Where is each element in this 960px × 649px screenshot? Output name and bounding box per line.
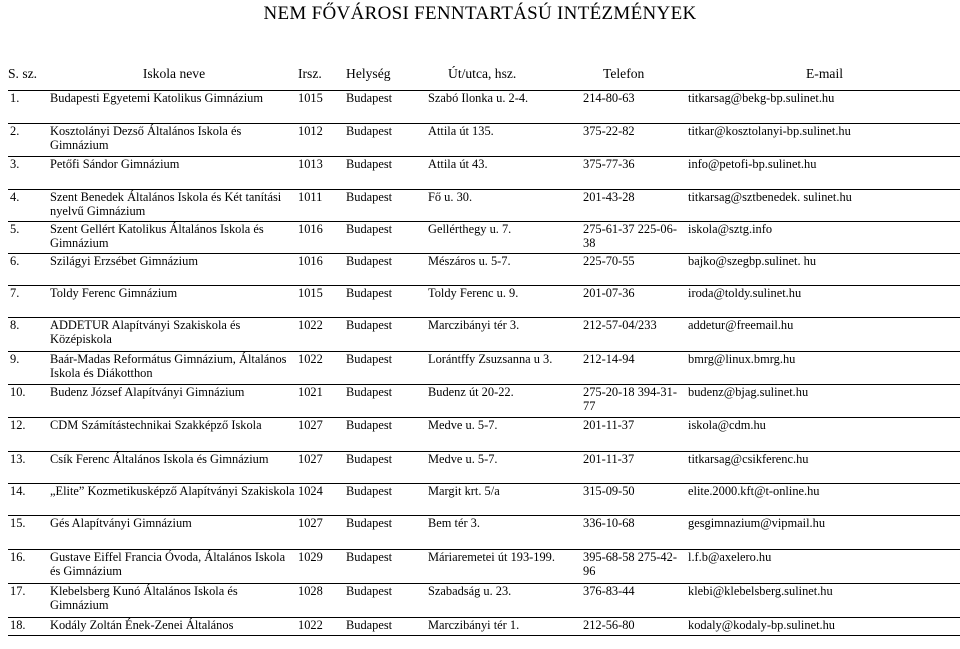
cell-city: Budapest (346, 418, 428, 452)
cell-num: 12. (8, 418, 50, 452)
cell-name: Klebelsberg Kunó Általános Iskola és Gimnázium (50, 584, 298, 618)
cell-name: Szilágyi Erzsébet Gimnázium (50, 254, 298, 286)
cell-city: Budapest (346, 157, 428, 190)
cell-zip: 1027 (298, 452, 346, 484)
cell-name: ADDETUR Alapítványi Szakiskola és Középiskola (50, 318, 298, 352)
cell-email[interactable]: iskola@sztg.info (688, 222, 960, 254)
cell-phone: 336-10-68 (583, 516, 688, 550)
table-row (8, 385, 960, 418)
col-header-name: Iskola neve (50, 56, 298, 91)
col-header-street: Út/utca, hsz. (428, 56, 583, 91)
cell-street: Máriaremetei út 193-199. (428, 550, 583, 584)
table-row (8, 484, 960, 516)
table-row (8, 254, 960, 286)
cell-street: Mészáros u. 5-7. (428, 254, 583, 286)
col-header-email: E-mail (688, 56, 960, 91)
cell-num: 2. (8, 124, 50, 157)
cell-zip: 1027 (298, 418, 346, 452)
cell-street: Bem tér 3. (428, 516, 583, 550)
col-header-zip: Irsz. (298, 56, 346, 91)
table-row (8, 584, 960, 618)
cell-city: Budapest (346, 385, 428, 418)
cell-name: Budapesti Egyetemi Katolikus Gimnázium (50, 91, 298, 124)
cell-num: 17. (8, 584, 50, 618)
cell-num: 7. (8, 286, 50, 318)
cell-zip: 1016 (298, 254, 346, 286)
cell-name: Szent Gellért Katolikus Általános Iskola és Gimnázium (50, 222, 298, 254)
cell-email[interactable]: titkarsag@csikferenc.hu (688, 452, 960, 484)
cell-phone: 201-11-37 (583, 452, 688, 484)
cell-phone: 375-22-82 (583, 124, 688, 157)
cell-zip: 1015 (298, 91, 346, 124)
cell-num: 9. (8, 352, 50, 385)
cell-email[interactable]: titkar@kosztolanyi-bp.sulinet.hu (688, 124, 960, 157)
cell-phone: 201-43-28 (583, 190, 688, 222)
cell-street: Gellérthegy u. 7. (428, 222, 583, 254)
cell-city: Budapest (346, 352, 428, 385)
cell-phone: 212-56-80 (583, 618, 688, 636)
cell-street: Medve u. 5-7. (428, 452, 583, 484)
cell-phone: 225-70-55 (583, 254, 688, 286)
cell-street: Margit krt. 5/a (428, 484, 583, 516)
cell-street: Budenz út 20-22. (428, 385, 583, 418)
cell-name: CDM Számítástechnikai Szakképző Iskola (50, 418, 298, 452)
cell-phone: 376-83-44 (583, 584, 688, 618)
school-table (8, 56, 960, 636)
cell-num: 14. (8, 484, 50, 516)
table-row (8, 91, 960, 124)
table-row (8, 286, 960, 318)
cell-city: Budapest (346, 286, 428, 318)
cell-name: Kodály Zoltán Ének-Zenei Általános (50, 618, 298, 636)
cell-email[interactable]: l.f.b@axelero.hu (688, 550, 960, 584)
cell-city: Budapest (346, 584, 428, 618)
cell-num: 4. (8, 190, 50, 222)
cell-num: 16. (8, 550, 50, 584)
table-row (8, 157, 960, 190)
cell-city: Budapest (346, 124, 428, 157)
col-header-city: Helység (346, 56, 428, 91)
cell-email[interactable]: bmrg@linux.bmrg.hu (688, 352, 960, 385)
cell-zip: 1027 (298, 516, 346, 550)
cell-name: Kosztolányi Dezső Általános Iskola és Gimnázium (50, 124, 298, 157)
cell-phone: 201-07-36 (583, 286, 688, 318)
cell-zip: 1016 (298, 222, 346, 254)
cell-street: Medve u. 5-7. (428, 418, 583, 452)
cell-name: Gés Alapítványi Gimnázium (50, 516, 298, 550)
cell-street: Fő u. 30. (428, 190, 583, 222)
cell-num: 6. (8, 254, 50, 286)
cell-street: Toldy Ferenc u. 9. (428, 286, 583, 318)
cell-city: Budapest (346, 550, 428, 584)
cell-num: 18. (8, 618, 50, 636)
table-row (8, 124, 960, 157)
cell-num: 13. (8, 452, 50, 484)
cell-email[interactable]: bajko@szegbp.sulinet. hu (688, 254, 960, 286)
cell-email[interactable]: elite.2000.kft@t-online.hu (688, 484, 960, 516)
col-header-phone: Telefon (583, 56, 688, 91)
cell-email[interactable]: titkarsag@sztbenedek. sulinet.hu (688, 190, 960, 222)
cell-city: Budapest (346, 484, 428, 516)
cell-street: Marczibányi tér 3. (428, 318, 583, 352)
cell-email[interactable]: kodaly@kodaly-bp.sulinet.hu (688, 618, 960, 636)
cell-name: Petőfi Sándor Gimnázium (50, 157, 298, 190)
cell-email[interactable]: iroda@toldy.sulinet.hu (688, 286, 960, 318)
cell-zip: 1022 (298, 352, 346, 385)
cell-zip: 1029 (298, 550, 346, 584)
cell-street: Marczibányi tér 1. (428, 618, 583, 636)
cell-street: Szabó Ilonka u. 2-4. (428, 91, 583, 124)
table-row (8, 190, 960, 222)
cell-name: Szent Benedek Általános Iskola és Két tanítási nyelvű Gimnázium (50, 190, 298, 222)
cell-street: Szabadság u. 23. (428, 584, 583, 618)
cell-num: 1. (8, 91, 50, 124)
table-row (8, 452, 960, 484)
cell-name: Toldy Ferenc Gimnázium (50, 286, 298, 318)
cell-phone: 395-68-58 275-42-96 (583, 550, 688, 584)
table-header-row (8, 56, 960, 91)
cell-email[interactable]: budenz@bjag.sulinet.hu (688, 385, 960, 418)
cell-zip: 1022 (298, 618, 346, 636)
cell-street: Attila út 43. (428, 157, 583, 190)
cell-email[interactable]: iskola@cdm.hu (688, 418, 960, 452)
cell-zip: 1011 (298, 190, 346, 222)
cell-phone: 214-80-63 (583, 91, 688, 124)
cell-email[interactable]: info@petofi-bp.sulinet.hu (688, 157, 960, 190)
cell-zip: 1015 (298, 286, 346, 318)
cell-phone: 275-61-37 225-06-38 (583, 222, 688, 254)
cell-street: Lorántffy Zsuzsanna u 3. (428, 352, 583, 385)
cell-name: Baár-Madas Református Gimnázium, Általános Iskola és Diákotthon (50, 352, 298, 385)
page-title: NEM FŐVÁROSI FENNTARTÁSÚ INTÉZMÉNYEK (263, 3, 697, 24)
cell-num: 5. (8, 222, 50, 254)
cell-num: 3. (8, 157, 50, 190)
cell-email[interactable]: gesgimnazium@vipmail.hu (688, 516, 960, 550)
table-row (8, 352, 960, 385)
cell-phone: 212-14-94 (583, 352, 688, 385)
cell-phone: 212-57-04/233 (583, 318, 688, 352)
cell-name: „Elite” Kozmetikusképző Alapítványi Szakiskola (50, 484, 298, 516)
cell-name: Csík Ferenc Általános Iskola és Gimnázium (50, 452, 298, 484)
cell-num: 10. (8, 385, 50, 418)
cell-zip: 1021 (298, 385, 346, 418)
table-row (8, 618, 960, 636)
cell-city: Budapest (346, 618, 428, 636)
cell-num: 8. (8, 318, 50, 352)
cell-street: Attila út 135. (428, 124, 583, 157)
cell-zip: 1012 (298, 124, 346, 157)
cell-phone: 375-77-36 (583, 157, 688, 190)
cell-city: Budapest (346, 222, 428, 254)
table-row (8, 222, 960, 254)
cell-city: Budapest (346, 318, 428, 352)
cell-city: Budapest (346, 190, 428, 222)
cell-email[interactable]: addetur@freemail.hu (688, 318, 960, 352)
cell-name: Budenz József Alapítványi Gimnázium (50, 385, 298, 418)
table-row (8, 550, 960, 584)
cell-zip: 1022 (298, 318, 346, 352)
cell-city: Budapest (346, 91, 428, 124)
table-row (8, 318, 960, 352)
cell-num: 15. (8, 516, 50, 550)
cell-email[interactable]: klebi@klebelsberg.sulinet.hu (688, 584, 960, 618)
cell-city: Budapest (346, 516, 428, 550)
cell-city: Budapest (346, 254, 428, 286)
cell-zip: 1013 (298, 157, 346, 190)
table-row (8, 516, 960, 550)
cell-name: Gustave Eiffel Francia Óvoda, Általános Iskola és Gimnázium (50, 550, 298, 584)
cell-zip: 1024 (298, 484, 346, 516)
col-header-num: S. sz. (8, 56, 50, 91)
cell-phone: 315-09-50 (583, 484, 688, 516)
cell-phone: 275-20-18 394-31-77 (583, 385, 688, 418)
cell-zip: 1028 (298, 584, 346, 618)
cell-city: Budapest (346, 452, 428, 484)
table-row (8, 418, 960, 452)
cell-email[interactable]: titkarsag@bekg-bp.sulinet.hu (688, 91, 960, 124)
cell-phone: 201-11-37 (583, 418, 688, 452)
